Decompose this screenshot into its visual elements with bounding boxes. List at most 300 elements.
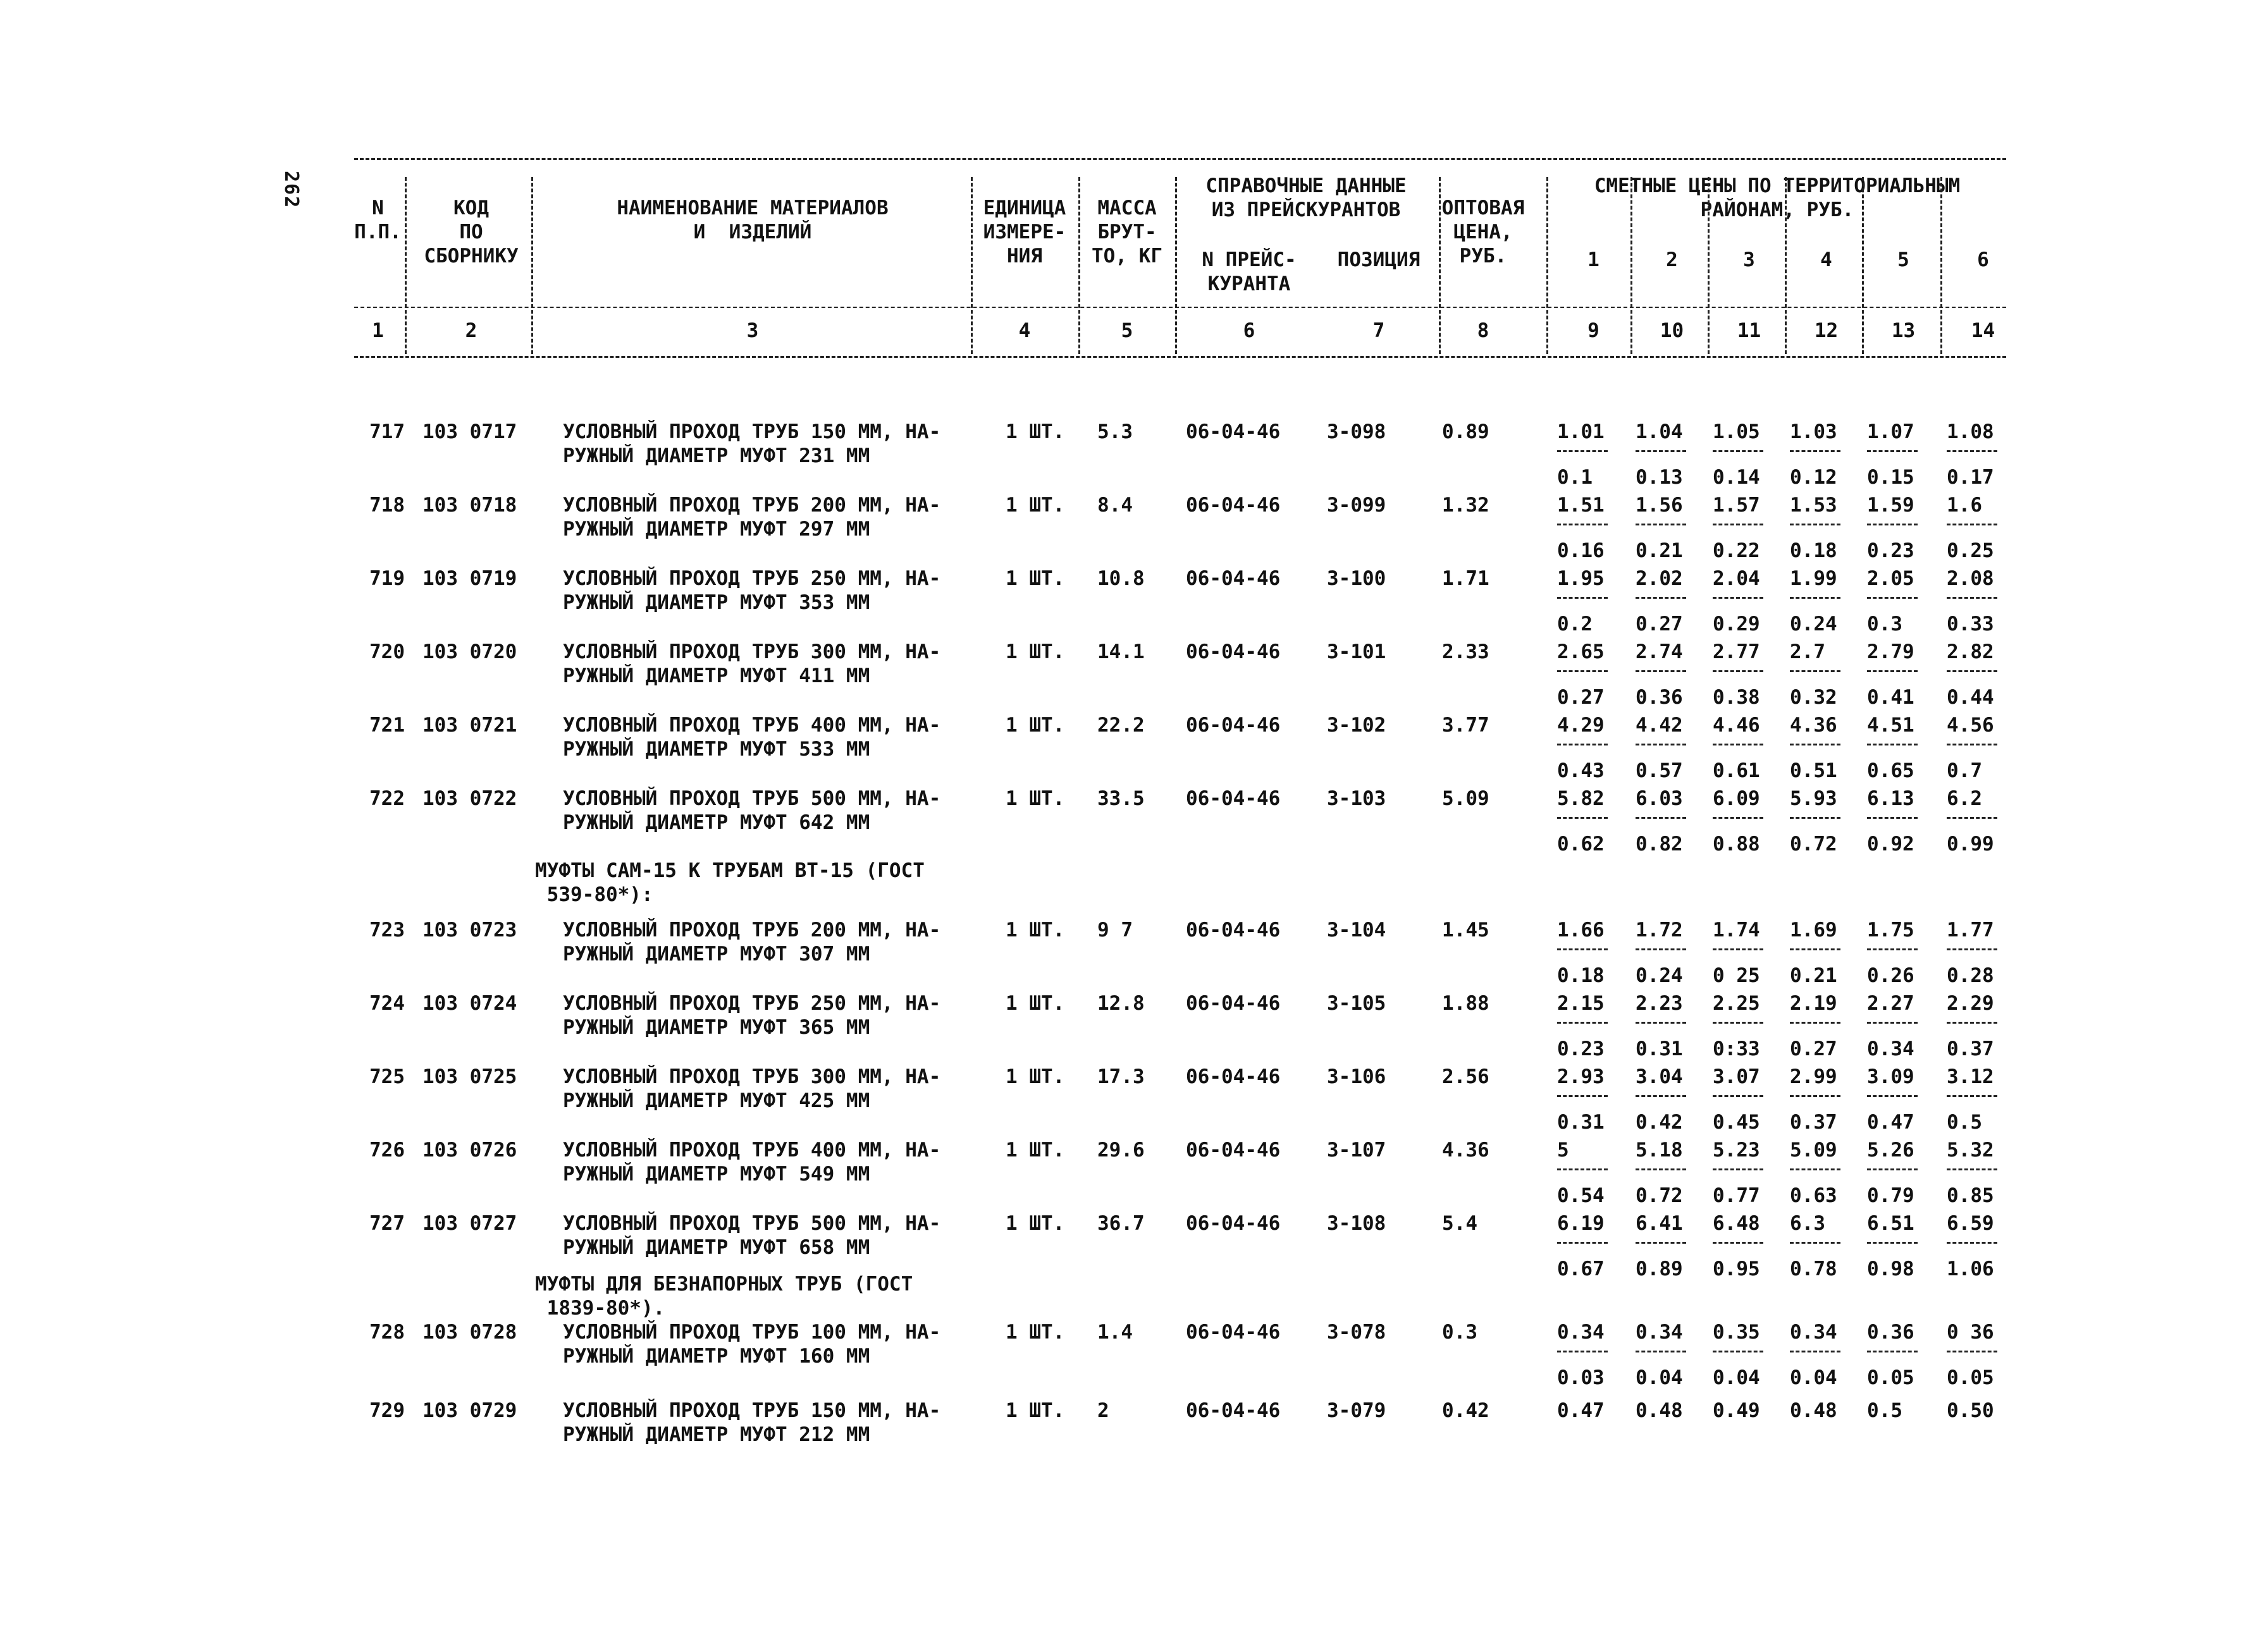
region-price-2: 5.18 [1636, 1139, 1683, 1162]
row-code: 103 0726 [422, 1139, 517, 1162]
row-unit: 1 ШТ. [1006, 494, 1065, 517]
header-column-divider [531, 177, 533, 354]
row-position: 3-102 [1327, 714, 1386, 737]
region-transport-cost-4: 0.78 [1790, 1258, 1837, 1280]
row-code: 103 0723 [422, 919, 517, 941]
fraction-divider [1713, 1351, 1763, 1352]
fraction-divider [1636, 524, 1686, 525]
region-transport-cost-1: 0.03 [1557, 1366, 1605, 1389]
row-unit: 1 ШТ. [1006, 1139, 1065, 1162]
row-pricelist: 06-04-46 [1186, 1065, 1281, 1088]
row-wholesale-price: 1.71 [1442, 567, 1489, 590]
region-transport-cost-3: 0.45 [1713, 1111, 1760, 1134]
fraction-divider [1636, 1095, 1686, 1097]
fraction-divider [1867, 1351, 1918, 1352]
fraction-divider [1636, 670, 1686, 672]
fraction-divider [1790, 1095, 1840, 1097]
row-unit: 1 ШТ. [1006, 1321, 1065, 1344]
region-price-2: 0.48 [1636, 1399, 1683, 1422]
row-number: 727 [369, 1212, 405, 1235]
region-price-4: 1.53 [1790, 494, 1837, 517]
header-price-group: СМЕТНЫЕ ЦЕНЫ ПО ТЕРРИТОРИАЛЬНЫМ РАЙОНАМ, РУБ. [1594, 175, 1961, 221]
header-column-divider [405, 177, 407, 354]
region-price-2: 6.41 [1636, 1212, 1683, 1235]
fraction-divider [1557, 948, 1608, 950]
row-pricelist: 06-04-46 [1186, 787, 1281, 810]
header-column-divider [1078, 177, 1080, 354]
header-name: НАИМЕНОВАНИЕ МАТЕРИАЛОВ И ИЗДЕЛИЙ [617, 197, 889, 243]
row-number: 721 [369, 714, 405, 737]
column-number-6: 6 [1243, 319, 1255, 342]
row-mass: 36.7 [1097, 1212, 1145, 1235]
row-code: 103 0725 [422, 1065, 517, 1088]
row-mass: 1.4 [1097, 1321, 1133, 1344]
fraction-divider [1636, 450, 1686, 452]
fraction-divider [1867, 1095, 1918, 1097]
region-transport-cost-2: 0.89 [1636, 1258, 1683, 1280]
region-price-3: 0.49 [1713, 1399, 1760, 1422]
row-position: 3-100 [1327, 567, 1386, 590]
row-unit: 1 ШТ. [1006, 1212, 1065, 1235]
column-number-14: 14 [1971, 319, 1995, 342]
section-title-gravity-pipes: МУФТЫ ДЛЯ БЕЗНАПОРНЫХ ТРУБ (ГОСТ 1839-80*). [535, 1273, 913, 1320]
row-wholesale-price: 0.42 [1442, 1399, 1489, 1422]
fraction-divider [1947, 1095, 1997, 1097]
row-number: 723 [369, 919, 405, 941]
region-transport-cost-5: 0.41 [1867, 686, 1914, 709]
region-transport-cost-2: 0.82 [1636, 833, 1683, 855]
row-position: 3-099 [1327, 494, 1386, 517]
fraction-divider [1713, 1022, 1763, 1024]
row-mass: 14.1 [1097, 641, 1145, 663]
row-name: УСЛОВНЫЙ ПРОХОД ТРУБ 150 ММ, НА- РУЖНЫЙ ДИАМЕТР МУФТ 231 ММ [563, 420, 941, 467]
row-name: УСЛОВНЫЙ ПРОХОД ТРУБ 250 ММ, НА- РУЖНЫЙ ДИАМЕТР МУФТ 365 ММ [563, 992, 941, 1039]
header-region-5: 5 [1897, 248, 1909, 271]
row-number: 722 [369, 787, 405, 810]
region-transport-cost-1: 0.1 [1557, 466, 1593, 489]
row-pricelist: 06-04-46 [1186, 992, 1281, 1015]
fraction-divider [1713, 450, 1763, 452]
row-pricelist: 06-04-46 [1186, 567, 1281, 590]
fraction-divider [1790, 1022, 1840, 1024]
region-transport-cost-6: 0.5 [1947, 1111, 1982, 1134]
fraction-divider [1557, 1168, 1608, 1170]
region-price-5: 4.51 [1867, 714, 1914, 737]
fraction-divider [1947, 524, 1997, 525]
row-position: 3-105 [1327, 992, 1386, 1015]
region-price-4: 5.09 [1790, 1139, 1837, 1162]
region-price-6: 3.12 [1947, 1065, 1994, 1088]
row-name: УСЛОВНЫЙ ПРОХОД ТРУБ 300 ММ, НА- РУЖНЫЙ ДИАМЕТР МУФТ 425 ММ [563, 1065, 941, 1112]
fraction-divider [1636, 1351, 1686, 1352]
region-price-1: 1.66 [1557, 919, 1605, 941]
fraction-divider [1713, 597, 1763, 599]
fraction-divider [1867, 597, 1918, 599]
row-pricelist: 06-04-46 [1186, 494, 1281, 517]
row-wholesale-price: 0.89 [1442, 420, 1489, 443]
row-code: 103 0718 [422, 494, 517, 517]
row-position: 3-098 [1327, 420, 1386, 443]
row-code: 103 0727 [422, 1212, 517, 1235]
fraction-divider [1557, 524, 1608, 525]
region-price-2: 4.42 [1636, 714, 1683, 737]
row-unit: 1 ШТ. [1006, 641, 1065, 663]
region-price-3: 0.35 [1713, 1321, 1760, 1344]
fraction-divider [1867, 450, 1918, 452]
row-wholesale-price: 2.56 [1442, 1065, 1489, 1088]
region-price-3: 2.77 [1713, 641, 1760, 663]
region-price-6: 1.6 [1947, 494, 1982, 517]
region-transport-cost-1: 0.16 [1557, 539, 1605, 562]
region-price-5: 0.36 [1867, 1321, 1914, 1344]
region-price-6: 0 36 [1947, 1321, 1994, 1344]
row-pricelist: 06-04-46 [1186, 714, 1281, 737]
row-wholesale-price: 5.09 [1442, 787, 1489, 810]
fraction-divider [1713, 1242, 1763, 1244]
row-mass: 12.8 [1097, 992, 1145, 1015]
region-price-3: 1.74 [1713, 919, 1760, 941]
region-transport-cost-1: 0.23 [1557, 1038, 1605, 1060]
region-price-5: 2.27 [1867, 992, 1914, 1015]
region-transport-cost-5: 0.47 [1867, 1111, 1914, 1134]
region-price-1: 1.95 [1557, 567, 1605, 590]
fraction-divider [1947, 1242, 1997, 1244]
column-number-13: 13 [1891, 319, 1916, 342]
region-price-4: 2.19 [1790, 992, 1837, 1015]
region-transport-cost-5: 0.92 [1867, 833, 1914, 855]
row-code: 103 0722 [422, 787, 517, 810]
column-number-4: 4 [1018, 319, 1031, 342]
column-number-9: 9 [1587, 319, 1599, 342]
header-column-divider [1175, 177, 1177, 354]
row-wholesale-price: 4.36 [1442, 1139, 1489, 1162]
row-position: 3-107 [1327, 1139, 1386, 1162]
row-number: 728 [369, 1321, 405, 1344]
region-price-5: 1.07 [1867, 420, 1914, 443]
fraction-divider [1790, 817, 1840, 819]
column-number-3: 3 [746, 319, 759, 342]
fraction-divider [1636, 1168, 1686, 1170]
fraction-divider [1947, 948, 1997, 950]
fraction-divider [1557, 1351, 1608, 1352]
header-mass: МАССА БРУТ- ТО, КГ [1092, 197, 1162, 267]
fraction-divider [1557, 597, 1608, 599]
region-transport-cost-5: 0.79 [1867, 1184, 1914, 1207]
row-unit: 1 ШТ. [1006, 992, 1065, 1015]
row-name: УСЛОВНЫЙ ПРОХОД ТРУБ 400 ММ, НА- РУЖНЫЙ ДИАМЕТР МУФТ 533 ММ [563, 714, 941, 761]
region-transport-cost-2: 0.36 [1636, 686, 1683, 709]
row-unit: 1 ШТ. [1006, 1065, 1065, 1088]
column-number-5: 5 [1121, 319, 1133, 342]
region-transport-cost-3: 0.29 [1713, 613, 1760, 635]
fraction-divider [1867, 670, 1918, 672]
row-pricelist: 06-04-46 [1186, 641, 1281, 663]
region-transport-cost-1: 0.43 [1557, 759, 1605, 782]
row-name: УСЛОВНЫЙ ПРОХОД ТРУБ 150 ММ, НА- РУЖНЫЙ ДИАМЕТР МУФТ 212 ММ [563, 1399, 941, 1446]
region-transport-cost-3: 0.22 [1713, 539, 1760, 562]
region-price-1: 0.47 [1557, 1399, 1605, 1422]
header-column-divider [1785, 177, 1787, 354]
region-transport-cost-6: 0.25 [1947, 539, 1994, 562]
region-price-4: 4.36 [1790, 714, 1837, 737]
fraction-divider [1713, 670, 1763, 672]
region-transport-cost-5: 0.26 [1867, 964, 1914, 987]
region-transport-cost-1: 0.2 [1557, 613, 1593, 635]
header-region-2: 2 [1666, 248, 1678, 271]
column-number-12: 12 [1814, 319, 1839, 342]
row-name: УСЛОВНЫЙ ПРОХОД ТРУБ 300 ММ, НА- РУЖНЫЙ ДИАМЕТР МУФТ 411 ММ [563, 641, 941, 687]
fraction-divider [1636, 948, 1686, 950]
row-pricelist: 06-04-46 [1186, 1212, 1281, 1235]
region-price-5: 1.75 [1867, 919, 1914, 941]
region-price-1: 5 [1557, 1139, 1569, 1162]
fraction-divider [1867, 1022, 1918, 1024]
fraction-divider [1790, 450, 1840, 452]
region-transport-cost-5: 0.05 [1867, 1366, 1914, 1389]
fraction-divider [1790, 524, 1840, 525]
fraction-divider [1557, 670, 1608, 672]
fraction-divider [1867, 817, 1918, 819]
region-transport-cost-1: 0.67 [1557, 1258, 1605, 1280]
region-price-2: 3.04 [1636, 1065, 1683, 1088]
fraction-divider [1790, 744, 1840, 745]
row-mass: 5.3 [1097, 420, 1133, 443]
region-price-1: 1.51 [1557, 494, 1605, 517]
fraction-divider [1867, 1168, 1918, 1170]
column-number-rule [354, 356, 2006, 358]
row-position: 3-104 [1327, 919, 1386, 941]
row-mass: 33.5 [1097, 787, 1145, 810]
region-price-4: 5.93 [1790, 787, 1837, 810]
fraction-divider [1557, 744, 1608, 745]
header-region-1: 1 [1587, 248, 1599, 271]
row-unit: 1 ШТ. [1006, 1399, 1065, 1422]
region-price-2: 1.04 [1636, 420, 1683, 443]
region-price-1: 2.15 [1557, 992, 1605, 1015]
row-mass: 8.4 [1097, 494, 1133, 517]
region-transport-cost-4: 0.72 [1790, 833, 1837, 855]
region-price-3: 5.23 [1713, 1139, 1760, 1162]
header-unit: ЕДИНИЦА ИЗМЕРЕ- НИЯ [983, 197, 1066, 267]
region-price-1: 1.01 [1557, 420, 1605, 443]
column-number-7: 7 [1372, 319, 1385, 342]
region-price-1: 2.93 [1557, 1065, 1605, 1088]
header-column-divider [971, 177, 973, 354]
region-transport-cost-3: 0 25 [1713, 964, 1760, 987]
row-pricelist: 06-04-46 [1186, 1399, 1281, 1422]
fraction-divider [1867, 1242, 1918, 1244]
region-transport-cost-3: 0.14 [1713, 466, 1760, 489]
row-wholesale-price: 0.3 [1442, 1321, 1477, 1344]
region-price-2: 2.74 [1636, 641, 1683, 663]
fraction-divider [1636, 597, 1686, 599]
fraction-divider [1947, 450, 1997, 452]
row-name: УСЛОВНЫЙ ПРОХОД ТРУБ 500 ММ, НА- РУЖНЫЙ ДИАМЕТР МУФТ 642 ММ [563, 787, 941, 834]
row-mass: 2 [1097, 1399, 1109, 1422]
row-code: 103 0724 [422, 992, 517, 1015]
region-transport-cost-5: 0.15 [1867, 466, 1914, 489]
row-name: УСЛОВНЫЙ ПРОХОД ТРУБ 100 ММ, НА- РУЖНЫЙ ДИАМЕТР МУФТ 160 ММ [563, 1321, 941, 1368]
fraction-divider [1947, 1022, 1997, 1024]
fraction-divider [1947, 1168, 1997, 1170]
header-region-6: 6 [1977, 248, 1989, 271]
fraction-divider [1790, 597, 1840, 599]
page-number: 262 [280, 171, 302, 209]
fraction-divider [1867, 744, 1918, 745]
region-price-6: 1.77 [1947, 919, 1994, 941]
fraction-divider [1867, 524, 1918, 525]
row-code: 103 0720 [422, 641, 517, 663]
header-column-divider [1439, 177, 1441, 354]
fraction-divider [1790, 1351, 1840, 1352]
fraction-divider [1713, 1168, 1763, 1170]
row-name: УСЛОВНЫЙ ПРОХОД ТРУБ 400 ММ, НА- РУЖНЫЙ ДИАМЕТР МУФТ 549 ММ [563, 1139, 941, 1186]
row-wholesale-price: 1.45 [1442, 919, 1489, 941]
region-transport-cost-6: 0.85 [1947, 1184, 1994, 1207]
section-title-sam15: МУФТЫ САМ-15 К ТРУБАМ ВТ-15 (ГОСТ 539-80*): [535, 859, 925, 906]
region-price-1: 2.65 [1557, 641, 1605, 663]
fraction-divider [1867, 948, 1918, 950]
row-number: 726 [369, 1139, 405, 1162]
row-mass: 17.3 [1097, 1065, 1145, 1088]
region-price-3: 3.07 [1713, 1065, 1760, 1088]
region-transport-cost-6: 0.05 [1947, 1366, 1994, 1389]
region-transport-cost-6: 1.06 [1947, 1258, 1994, 1280]
header-bottom-rule [354, 307, 2006, 308]
region-price-3: 1.05 [1713, 420, 1760, 443]
row-name: УСЛОВНЫЙ ПРОХОД ТРУБ 250 ММ, НА- РУЖНЫЙ ДИАМЕТР МУФТ 353 ММ [563, 567, 941, 614]
row-mass: 9 7 [1097, 919, 1133, 941]
header-code: КОД ПО СБОРНИКУ [424, 197, 519, 267]
row-number: 717 [369, 420, 405, 443]
row-code: 103 0721 [422, 714, 517, 737]
fraction-divider [1947, 1351, 1997, 1352]
fraction-divider [1790, 1168, 1840, 1170]
region-transport-cost-2: 0.13 [1636, 466, 1683, 489]
row-unit: 1 ШТ. [1006, 567, 1065, 590]
region-price-4: 0.48 [1790, 1399, 1837, 1422]
row-pricelist: 06-04-46 [1186, 1139, 1281, 1162]
fraction-divider [1636, 744, 1686, 745]
fraction-divider [1557, 1095, 1608, 1097]
fraction-divider [1636, 1022, 1686, 1024]
header-wholesale-price: ОПТОВАЯ ЦЕНА, РУБ. [1441, 197, 1525, 267]
row-unit: 1 ШТ. [1006, 714, 1065, 737]
region-price-2: 2.23 [1636, 992, 1683, 1015]
region-price-4: 2.7 [1790, 641, 1825, 663]
region-price-5: 0.5 [1867, 1399, 1902, 1422]
region-transport-cost-1: 0.31 [1557, 1111, 1605, 1134]
region-price-6: 4.56 [1947, 714, 1994, 737]
fraction-divider [1713, 948, 1763, 950]
fraction-divider [1947, 744, 1997, 745]
region-price-1: 6.19 [1557, 1212, 1605, 1235]
region-price-6: 2.82 [1947, 641, 1994, 663]
row-pricelist: 06-04-46 [1186, 919, 1281, 941]
region-price-2: 0.34 [1636, 1321, 1683, 1344]
region-price-3: 2.04 [1713, 567, 1760, 590]
row-number: 729 [369, 1399, 405, 1422]
column-number-2: 2 [465, 319, 478, 342]
region-transport-cost-4: 0.18 [1790, 539, 1837, 562]
row-position: 3-103 [1327, 787, 1386, 810]
region-transport-cost-5: 0.65 [1867, 759, 1914, 782]
region-price-6: 2.08 [1947, 567, 1994, 590]
fraction-divider [1557, 1022, 1608, 1024]
row-wholesale-price: 5.4 [1442, 1212, 1477, 1235]
region-transport-cost-1: 0.18 [1557, 964, 1605, 987]
region-transport-cost-4: 0.24 [1790, 613, 1837, 635]
row-name: УСЛОВНЫЙ ПРОХОД ТРУБ 500 ММ, НА- РУЖНЫЙ ДИАМЕТР МУФТ 658 ММ [563, 1212, 941, 1259]
region-price-5: 2.05 [1867, 567, 1914, 590]
region-transport-cost-3: 0.04 [1713, 1366, 1760, 1389]
region-price-4: 0.34 [1790, 1321, 1837, 1344]
fraction-divider [1713, 1095, 1763, 1097]
fraction-divider [1713, 744, 1763, 745]
region-price-6: 2.29 [1947, 992, 1994, 1015]
region-transport-cost-4: 0.27 [1790, 1038, 1837, 1060]
region-transport-cost-2: 0.27 [1636, 613, 1683, 635]
column-number-11: 11 [1737, 319, 1761, 342]
region-transport-cost-6: 0.44 [1947, 686, 1994, 709]
region-price-2: 1.56 [1636, 494, 1683, 517]
region-transport-cost-3: 0.88 [1713, 833, 1760, 855]
region-price-1: 5.82 [1557, 787, 1605, 810]
region-transport-cost-4: 0.21 [1790, 964, 1837, 987]
region-transport-cost-6: 0.37 [1947, 1038, 1994, 1060]
region-price-2: 1.72 [1636, 919, 1683, 941]
region-price-3: 1.57 [1713, 494, 1760, 517]
region-price-5: 5.26 [1867, 1139, 1914, 1162]
row-number: 725 [369, 1065, 405, 1088]
column-number-1: 1 [372, 319, 384, 342]
row-number: 718 [369, 494, 405, 517]
region-transport-cost-5: 0.34 [1867, 1038, 1914, 1060]
row-position: 3-108 [1327, 1212, 1386, 1235]
row-unit: 1 ШТ. [1006, 919, 1065, 941]
region-transport-cost-6: 0.28 [1947, 964, 1994, 987]
row-number: 724 [369, 992, 405, 1015]
row-position: 3-106 [1327, 1065, 1386, 1088]
header-column-divider [1862, 177, 1864, 354]
region-transport-cost-1: 0.27 [1557, 686, 1605, 709]
region-transport-cost-4: 0.37 [1790, 1111, 1837, 1134]
row-code: 103 0728 [422, 1321, 517, 1344]
row-code: 103 0729 [422, 1399, 517, 1422]
region-price-2: 2.02 [1636, 567, 1683, 590]
fraction-divider [1557, 450, 1608, 452]
region-transport-cost-2: 0.72 [1636, 1184, 1683, 1207]
region-transport-cost-4: 0.12 [1790, 466, 1837, 489]
row-wholesale-price: 3.77 [1442, 714, 1489, 737]
region-price-5: 2.79 [1867, 641, 1914, 663]
column-number-10: 10 [1660, 319, 1684, 342]
region-transport-cost-4: 0.63 [1790, 1184, 1837, 1207]
region-price-6: 0.50 [1947, 1399, 1994, 1422]
row-wholesale-price: 1.88 [1442, 992, 1489, 1015]
region-transport-cost-2: 0.24 [1636, 964, 1683, 987]
region-price-6: 5.32 [1947, 1139, 1994, 1162]
region-transport-cost-2: 0.42 [1636, 1111, 1683, 1134]
region-price-5: 3.09 [1867, 1065, 1914, 1088]
fraction-divider [1947, 597, 1997, 599]
fraction-divider [1557, 1242, 1608, 1244]
column-number-8: 8 [1477, 319, 1489, 342]
region-transport-cost-2: 0.04 [1636, 1366, 1683, 1389]
region-transport-cost-6: 0.33 [1947, 613, 1994, 635]
header-column-divider [1708, 177, 1710, 354]
row-mass: 29.6 [1097, 1139, 1145, 1162]
